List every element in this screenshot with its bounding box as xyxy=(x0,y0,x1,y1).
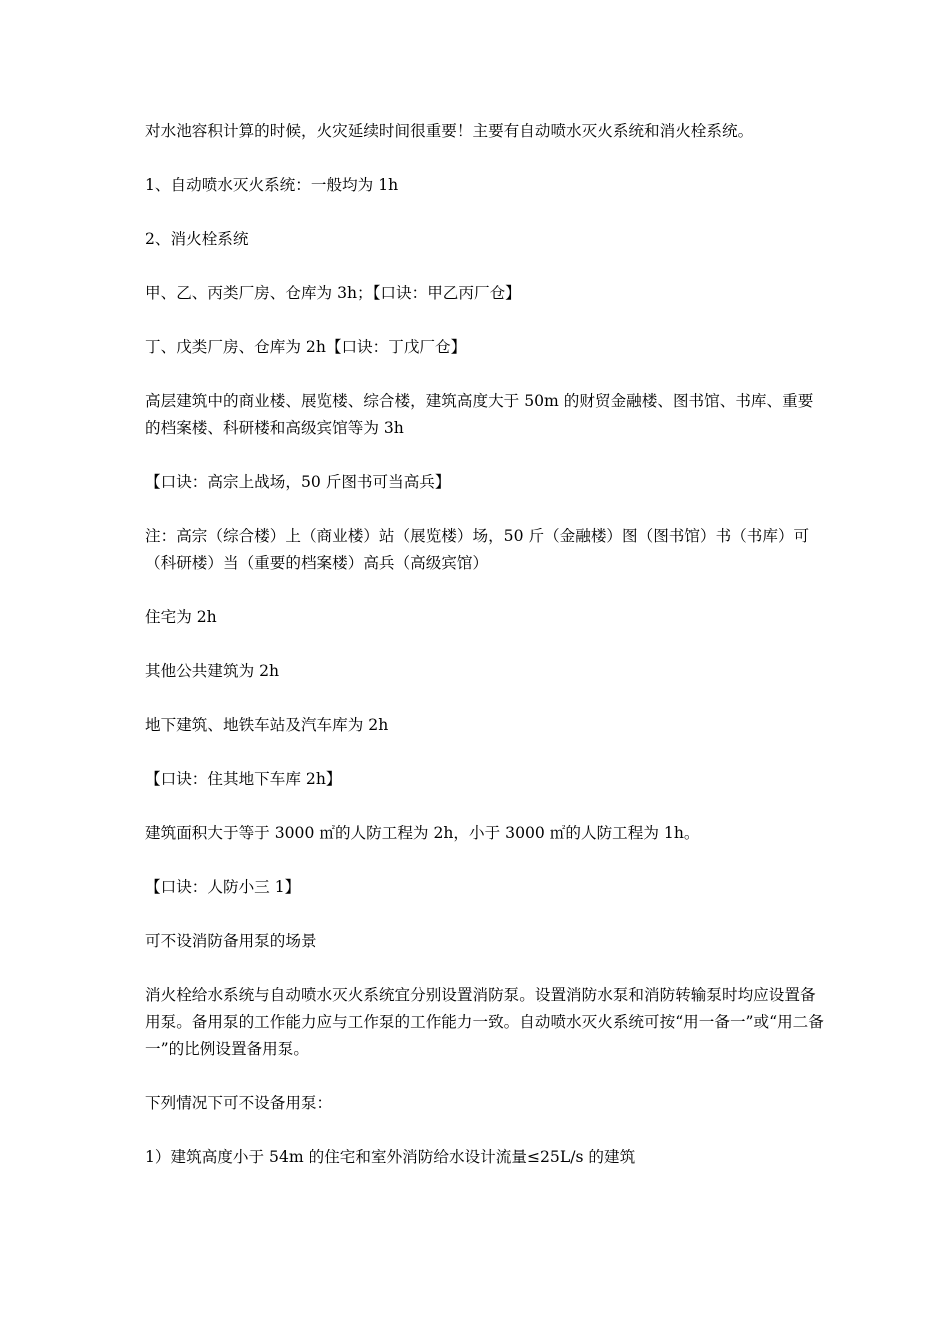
paragraph-mnemonic-civil-defense: 【口诀：人防小三 1】 xyxy=(145,878,301,896)
paragraph-class-abc: 甲、乙、丙类厂房、仓库为 3h；【口诀：甲乙丙厂仓】 xyxy=(145,284,521,302)
document-body xyxy=(145,118,825,1198)
paragraph-sprinkler-duration: 1、自动喷水灭火系统：一般均为 1h xyxy=(145,176,399,194)
paragraph-underground: 地下建筑、地铁车站及汽车库为 2h xyxy=(145,716,389,734)
paragraph-exceptions-heading: 下列情况下可不设备用泵： xyxy=(145,1094,333,1112)
paragraph-residential: 住宅为 2h xyxy=(145,608,217,626)
paragraph-standby-pump-rules: 消火栓给水系统与自动喷水灭火系统宜分别设置消防泵。设置消防水泵和消防转输泵时均应设置备用泵。备用泵的工作能力应与工作泵的工作能力一致。自动喷水灭火系统可按“用一备一”或“用二备一”的比例设置备用泵。 xyxy=(145,986,824,1058)
paragraph-intro: 对水池容积计算的时候，火灾延续时间很重要！主要有自动喷水灭火系统和消火栓系统。 xyxy=(145,122,754,140)
paragraph-mnemonic-underground: 【口诀：住其地下车库 2h】 xyxy=(145,770,342,788)
paragraph-note: 注：高宗（综合楼）上（商业楼）站（展览楼）场，50 斤（金融楼）图（图书馆）书（书库）可（科研楼）当（重要的档案楼）高兵（高级宾馆） xyxy=(145,527,810,572)
paragraph-class-de: 丁、戊类厂房、仓库为 2h【口诀：丁戊厂仓】 xyxy=(145,338,467,356)
paragraph-mnemonic-highrise: 【口诀：高宗上战场，50 斤图书可当高兵】 xyxy=(145,473,451,491)
paragraph-civil-defense: 建筑面积大于等于 3000 ㎡的人防工程为 2h，小于 3000 ㎡的人防工程为 1h。 xyxy=(145,824,700,842)
paragraph-standby-pump-heading: 可不设消防备用泵的场景 xyxy=(145,932,317,950)
paragraph-highrise: 高层建筑中的商业楼、展览楼、综合楼，建筑高度大于 50m 的财贸金融楼、图书馆、书库、重要的档案楼、科研楼和高级宾馆等为 3h xyxy=(145,392,814,437)
paragraph-exception-1: 1）建筑高度小于 54m 的住宅和室外消防给水设计流量≤25L/s 的建筑 xyxy=(145,1148,636,1166)
paragraph-hydrant-heading: 2、消火栓系统 xyxy=(145,230,249,248)
paragraph-other-public: 其他公共建筑为 2h xyxy=(145,662,280,680)
